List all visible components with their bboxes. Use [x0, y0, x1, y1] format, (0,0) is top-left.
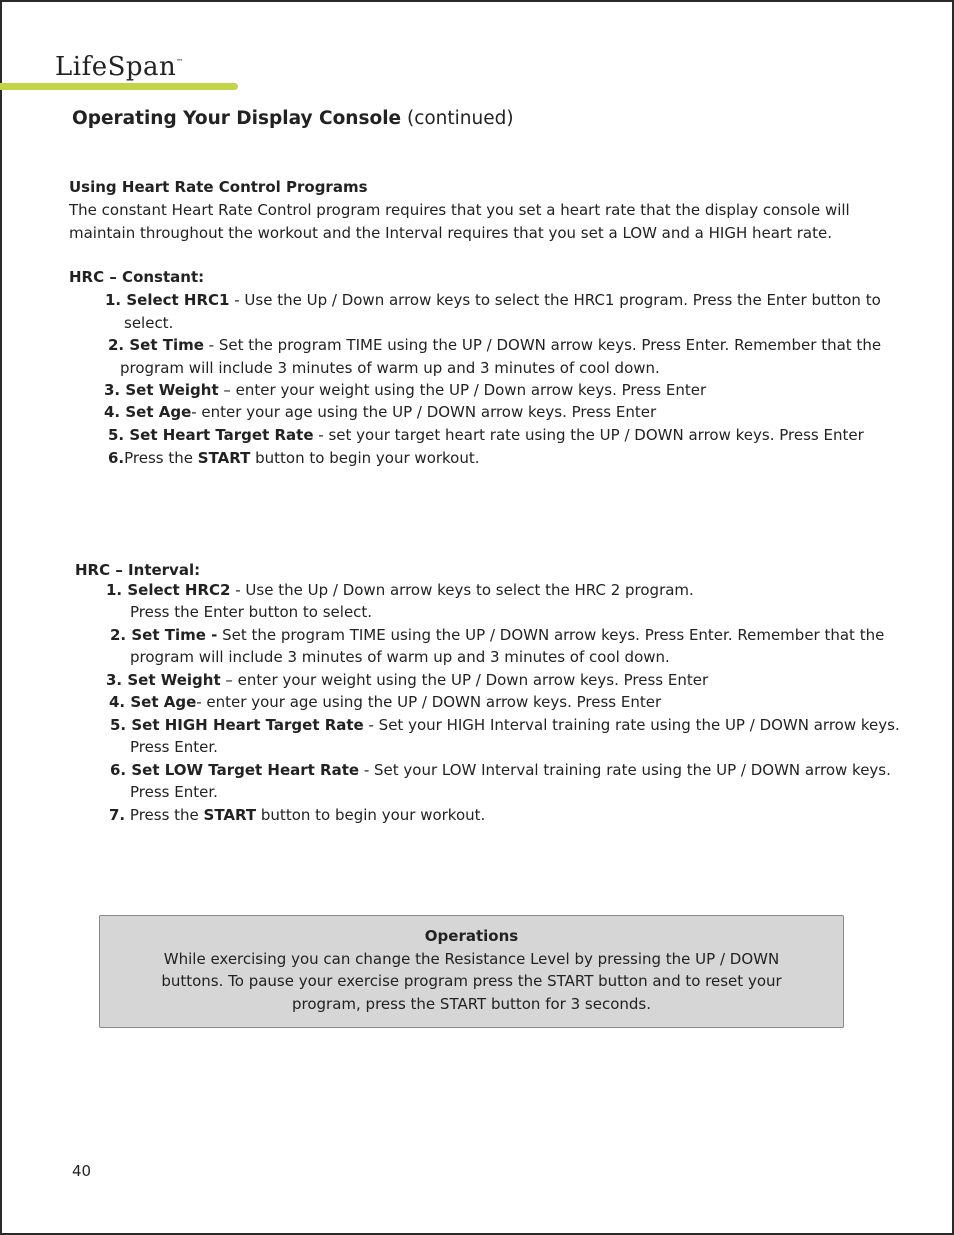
operations-callout — [99, 915, 844, 1028]
intro-line-2: maintain throughout the workout and the Interval requires that you set a LOW and a HIGH heart rate. — [69, 224, 832, 242]
operations-line-3: program, press the START button for 3 seconds. — [291, 994, 651, 1013]
brand-name: LifeSpan — [55, 52, 177, 82]
constant-step-2-label: 2. Set Time — [108, 336, 204, 354]
interval-step-6-cont: Press Enter. — [130, 783, 218, 801]
constant-step-1-label: 1. Select HRC1 — [105, 291, 230, 309]
accent-bar — [0, 83, 238, 90]
interval-step-1-cont: Press the Enter button to select. — [130, 603, 373, 621]
interval-step-3-label: 3. Set Weight — [106, 671, 221, 689]
interval-step-1 — [106, 581, 694, 599]
operations-line-1: While exercising you can change the Resistance Level by pressing the UP / DOWN — [163, 949, 780, 968]
operations-line-2: buttons. To pause your exercise program press the START button and to reset your — [161, 972, 782, 990]
constant-step-6-start: START — [197, 449, 251, 467]
constant-title — [69, 268, 204, 286]
constant-title-text: HRC – Constant: — [69, 268, 205, 286]
constant-step-6 — [108, 449, 480, 467]
constant-step-1 — [105, 291, 881, 309]
page-title — [72, 108, 514, 129]
page-number: 40 — [72, 1162, 92, 1180]
constant-step-5-label: 5. Set Heart Target Rate — [108, 426, 314, 444]
interval-step-6-label: 6. Set LOW Target Heart Rate — [110, 761, 360, 779]
interval-step-6-text: - Set your LOW Interval training rate using the UP / DOWN arrow keys. — [359, 761, 891, 779]
interval-step-4-text: - enter your age using the UP / DOWN arrow keys. Press Enter — [196, 693, 662, 711]
interval-step-7-label: 7. — [109, 806, 126, 824]
interval-step-1-label: 1. Select HRC2 — [106, 581, 231, 599]
constant-step-3 — [104, 381, 706, 399]
interval-step-7-start: START — [203, 806, 257, 824]
interval-step-5 — [110, 716, 900, 734]
constant-step-3-text: – enter your weight using the UP / Down arrow keys. Press Enter — [218, 381, 707, 399]
interval-step-1-text: - Use the Up / Down arrow keys to select the HRC 2 program. — [230, 581, 694, 599]
interval-title — [75, 561, 200, 579]
constant-step-6-pre: Press the — [124, 449, 198, 467]
interval-step-6 — [110, 761, 891, 779]
constant-step-2-cont: program will include 3 minutes of warm up and 3 minutes of cool down. — [120, 359, 660, 377]
constant-step-5-text: - set your target heart rate using the UP / DOWN arrow keys. Press Enter — [313, 426, 864, 444]
trademark-mark: ™ — [176, 58, 184, 66]
constant-step-6-label: 6. — [108, 449, 125, 467]
page-title-bold: Operating Your Display Console — [72, 108, 402, 129]
interval-step-4 — [109, 693, 661, 711]
constant-step-6-post: button to begin your workout. — [250, 449, 480, 467]
interval-step-3 — [106, 671, 708, 689]
interval-title-text: HRC – Interval: — [75, 561, 201, 579]
interval-step-5-label: 5. Set HIGH Heart Target Rate — [110, 716, 364, 734]
intro-title-text: Using Heart Rate Control Programs — [69, 178, 368, 196]
interval-step-5-cont: Press Enter. — [130, 738, 218, 756]
constant-step-4 — [104, 403, 656, 421]
lifespan-logo — [55, 52, 184, 82]
interval-step-3-text: – enter your weight using the UP / Down arrow keys. Press Enter — [220, 671, 709, 689]
constant-step-1-text: - Use the Up / Down arrow keys to select the HRC1 program. Press the Enter button to — [229, 291, 881, 309]
intro-line-1: The constant Heart Rate Control program requires that you set a heart rate that the display console will — [69, 201, 850, 219]
constant-step-2 — [108, 336, 881, 354]
operations-title: Operations — [424, 927, 519, 945]
constant-step-3-label: 3. Set Weight — [104, 381, 219, 399]
constant-step-4-label: 4. Set Age — [104, 403, 192, 421]
interval-step-7-pre: Press the — [125, 806, 204, 824]
constant-step-1-cont: select. — [124, 314, 174, 332]
interval-step-2-text: Set the program TIME using the UP / DOWN arrow keys. Press Enter. Remember that the — [217, 626, 885, 644]
interval-step-2 — [110, 626, 884, 644]
interval-step-5-text: - Set your HIGH Interval training rate using the UP / DOWN arrow keys. — [363, 716, 900, 734]
page-title-suffix: (continued) — [401, 108, 514, 129]
interval-step-2-label: 2. Set Time - — [110, 626, 218, 644]
constant-step-4-text: - enter your age using the UP / DOWN arrow keys. Press Enter — [191, 403, 657, 421]
interval-step-2-cont: program will include 3 minutes of warm up and 3 minutes of cool down. — [130, 648, 670, 666]
intro-title — [69, 178, 368, 196]
constant-step-2-text: - Set the program TIME using the UP / DOWN arrow keys. Press Enter. Remember that the — [203, 336, 882, 354]
constant-step-5 — [108, 426, 864, 444]
interval-step-4-label: 4. Set Age — [109, 693, 197, 711]
interval-step-7 — [109, 806, 485, 824]
interval-step-7-post: button to begin your workout. — [256, 806, 486, 824]
